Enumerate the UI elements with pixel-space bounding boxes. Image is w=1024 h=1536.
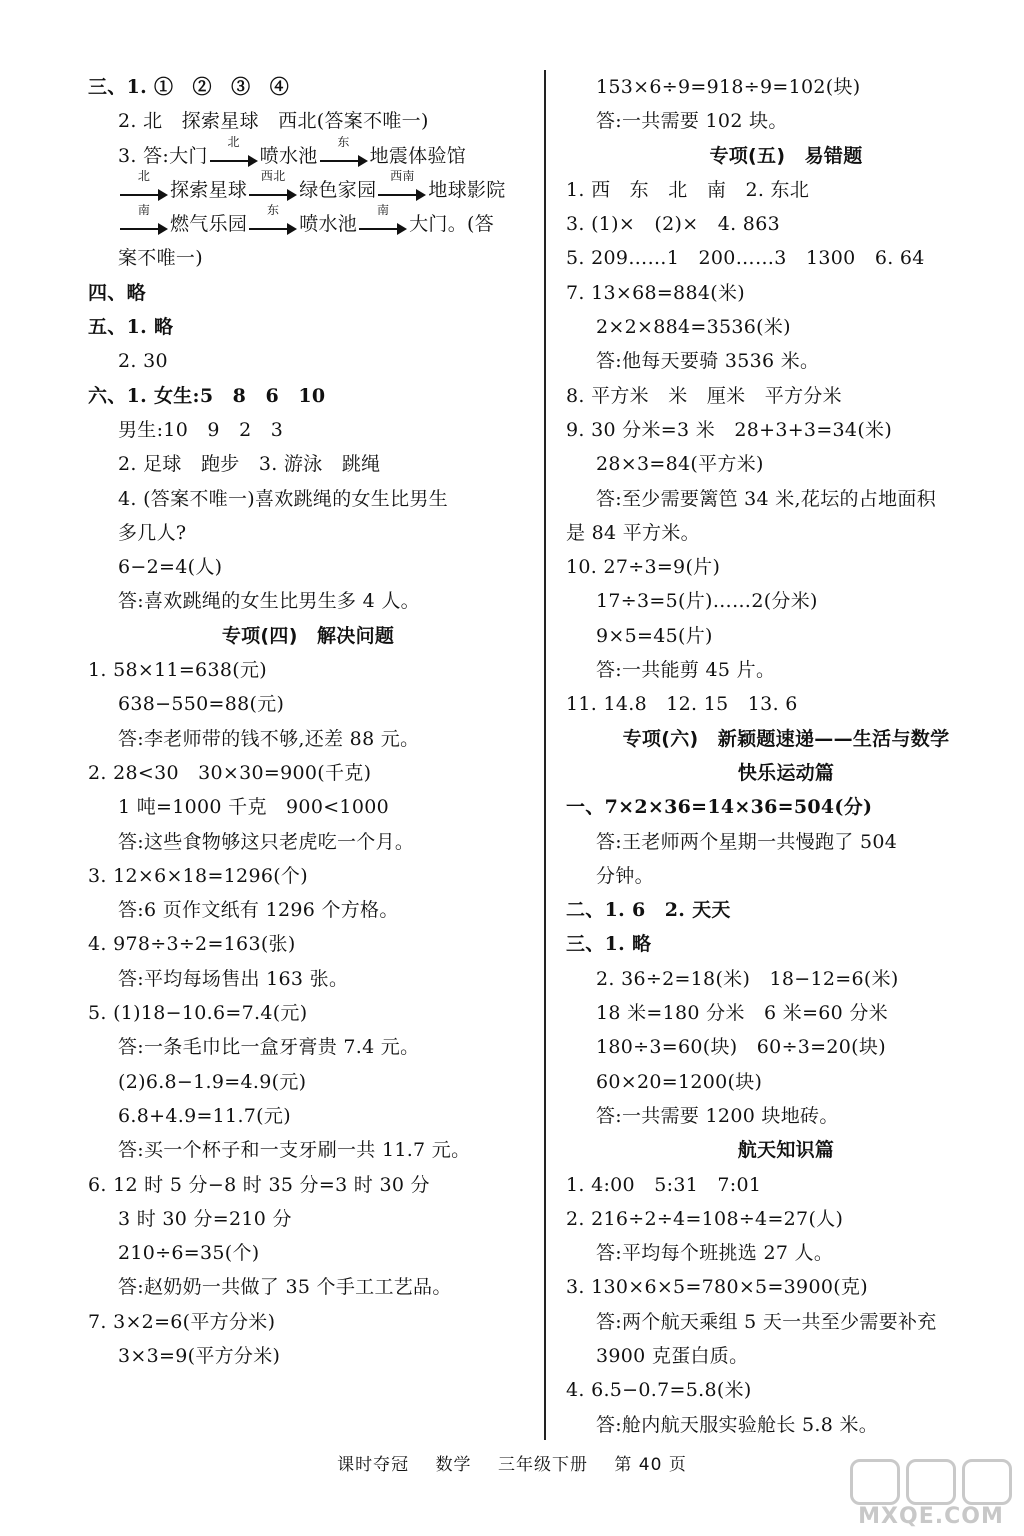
arrow-icon: 北 [120, 180, 168, 202]
answer-line: 答:买一个杯子和一支牙刷一共 11.7 元。 [118, 1139, 471, 1162]
answer-line: 分钟。 [596, 864, 654, 887]
arrow-icon: 南 [359, 214, 407, 236]
answer-line: 3 时 30 分=210 分 [118, 1207, 292, 1230]
watermark-logo [846, 1455, 1016, 1531]
answer-line: 1. 西 东 北 南 2. 东北 [566, 178, 810, 201]
answer-line: 答:两个航天乘组 5 天一共至少需要补充 [596, 1310, 937, 1333]
answer-line: 三、1. 略 [566, 933, 652, 956]
answer-line: 答:平均每个班挑选 27 人。 [596, 1242, 834, 1265]
answer-line: 2. 30 [118, 350, 168, 373]
answer-line: 6.8+4.9=11.7(元) [118, 1104, 291, 1127]
answer-line: 答:喜欢跳绳的女生比男生多 4 人。 [118, 590, 420, 613]
route-text: 地震体验馆 [369, 144, 467, 167]
answer-line: 210÷6=35(个) [118, 1242, 260, 1265]
answer-line: 5. (1)18−10.6=7.4(元) [88, 1002, 308, 1025]
route-text: 探索星球 [170, 178, 248, 201]
section-three-q2: 2. 北 探索星球 西北(答案不唯一) [118, 110, 429, 133]
route-line-3 [88, 203, 528, 241]
answer-line: 4. (答案不唯一)喜欢跳绳的女生比男生 [118, 487, 448, 510]
answer-line: 一、7×2×36=14×36=504(分) [566, 796, 873, 819]
footer-grade: 三年级下册 [497, 1455, 588, 1475]
answer-line: 3. (1)× (2)× 4. 863 [566, 213, 780, 236]
answer-line: 2. 216÷2÷4=108÷4=27(人) [566, 1207, 844, 1230]
arrow-icon: 西南 [378, 180, 426, 202]
route-text: 大门。(答 [409, 213, 495, 236]
route-text: 绿色家园 [299, 178, 377, 201]
answer-line: 9. 30 分米=3 米 28+3+3=34(米) [566, 418, 893, 441]
route-line-1 [88, 134, 528, 173]
section-five-q1: 五、1. 略 [88, 316, 174, 339]
arrow-icon: 东 [320, 146, 368, 168]
route-text: 喷水池 [259, 144, 318, 167]
answer-line: 答:一共能剪 45 片。 [596, 659, 776, 682]
answer-line: 3. 12×6×18=1296(个) [88, 864, 308, 887]
section-heading-4: 专项(四) 解决问题 [221, 624, 395, 647]
answer-line: 3900 克蛋白质。 [596, 1344, 749, 1367]
answer-line: 6. 12 时 5 分−8 时 35 分=3 时 30 分 [88, 1173, 430, 1196]
answer-line: 答:一条毛巾比一盒牙膏贵 7.4 元。 [118, 1036, 420, 1059]
answer-line: 案不唯一) [118, 247, 203, 270]
arrow-icon: 北 [210, 146, 258, 168]
footer-subject: 数学 [435, 1455, 472, 1475]
section-heading-5: 专项(五) 易错题 [709, 144, 863, 167]
section-heading-6: 专项(六) 新颖题速递——生活与数学 [622, 727, 950, 750]
answer-line: 二、1. 6 2. 天天 [566, 899, 731, 922]
answer-line: 4. 978÷3÷2=163(张) [88, 933, 296, 956]
answer-line: 9×5=45(片) [596, 624, 713, 647]
answer-line: 2. 足球 跑步 3. 游泳 跳绳 [118, 453, 381, 476]
answer-line: 2×2×884=3536(米) [596, 316, 791, 339]
answer-line: 答:至少需要篱笆 34 米,花坛的占地面积 [596, 487, 936, 510]
route-text: 3. 答:大门 [118, 144, 208, 167]
subsection-heading-space: 航天知识篇 [737, 1139, 835, 1162]
answer-line: 3×3=9(平方分米) [118, 1344, 281, 1367]
left-column [88, 70, 528, 1373]
answer-line: 7. 13×68=884(米) [566, 281, 745, 304]
answer-line: 4. 6.5−0.7=5.8(米) [566, 1379, 752, 1402]
footer-page-number: 第 40 页 [614, 1455, 687, 1475]
answer-line: 5. 209……1 200……3 1300 6. 64 [566, 247, 925, 270]
answer-line: 153×6÷9=918÷9=102(块) [596, 76, 861, 98]
answer-line: 11. 14.8 12. 15 13. 6 [566, 693, 798, 716]
column-divider [544, 70, 546, 1440]
arrow-icon: 东 [249, 214, 297, 236]
footer-book: 课时夺冠 [337, 1455, 410, 1475]
answer-line: 1 吨=1000 千克 900<1000 [118, 796, 389, 819]
answer-line: 是 84 平方米。 [566, 521, 700, 544]
route-line-2 [88, 168, 528, 207]
route-text: 地球影院 [428, 178, 506, 201]
watermark-site: MXQE.COM [858, 1504, 1004, 1529]
answer-line: 答:王老师两个星期一共慢跑了 504 [596, 830, 898, 853]
arrow-icon: 南 [120, 214, 168, 236]
answer-line: 答:平均每场售出 163 张。 [118, 967, 349, 990]
answer-line: 答:李老师带的钱不够,还差 88 元。 [118, 727, 420, 750]
answer-line: 答:6 页作文纸有 1296 个方格。 [118, 899, 399, 922]
answer-line: 答:这些食物够这只老虎吃一个月。 [118, 830, 415, 853]
answer-line: 1. 58×11=638(元) [88, 659, 267, 682]
answer-line: 10. 27÷3=9(片) [566, 556, 721, 579]
answer-line: 7. 3×2=6(平方分米) [88, 1310, 276, 1333]
answer-line: 6−2=4(人) [118, 556, 223, 579]
answer-line: 60×20=1200(块) [596, 1070, 763, 1093]
answer-line: 2. 28<30 30×30=900(千克) [88, 761, 372, 784]
answer-line: 3. 130×6×5=780×5=3900(克) [566, 1276, 868, 1299]
answer-line: 28×3=84(平方米) [596, 453, 764, 476]
section-six-q1: 六、1. 女生:5 8 6 10 [88, 384, 326, 407]
answer-line: 18 米=180 分米 6 米=60 分米 [596, 1002, 889, 1025]
route-text: 燃气乐园 [170, 213, 248, 236]
answer-line: 2. 36÷2=18(米) 18−12=6(米) [596, 967, 899, 990]
right-column [566, 70, 1006, 1442]
answer-line: (2)6.8−1.9=4.9(元) [118, 1070, 307, 1093]
answer-line: 答:一共需要 1200 块地砖。 [596, 1104, 839, 1127]
arrow-icon: 西北 [249, 180, 297, 202]
answer-line: 答:他每天要骑 3536 米。 [596, 350, 820, 373]
answer-line: 答:赵奶奶一共做了 35 个手工工艺品。 [118, 1276, 452, 1299]
answer-line: 17÷3=5(片)……2(分米) [596, 590, 818, 613]
answer-line: 答:舱内航天服实验舱长 5.8 米。 [596, 1413, 879, 1436]
answer-line: 180÷3=60(块) 60÷3=20(块) [596, 1036, 886, 1059]
section-three-q1: 三、1. ① ② ③ ④ [88, 76, 290, 98]
section-four: 四、略 [88, 281, 146, 304]
answer-line: 答:一共需要 102 块。 [596, 110, 788, 133]
route-text: 喷水池 [299, 213, 358, 236]
answer-line: 8. 平方米 米 厘米 平方分米 [566, 384, 842, 407]
subsection-heading-sports: 快乐运动篇 [737, 761, 835, 784]
answer-line: 638−550=88(元) [118, 693, 285, 716]
answer-line: 1. 4:00 5:31 7:01 [566, 1173, 762, 1196]
answer-line: 男生:10 9 2 3 [118, 418, 284, 441]
answer-line: 多几人? [118, 521, 187, 544]
